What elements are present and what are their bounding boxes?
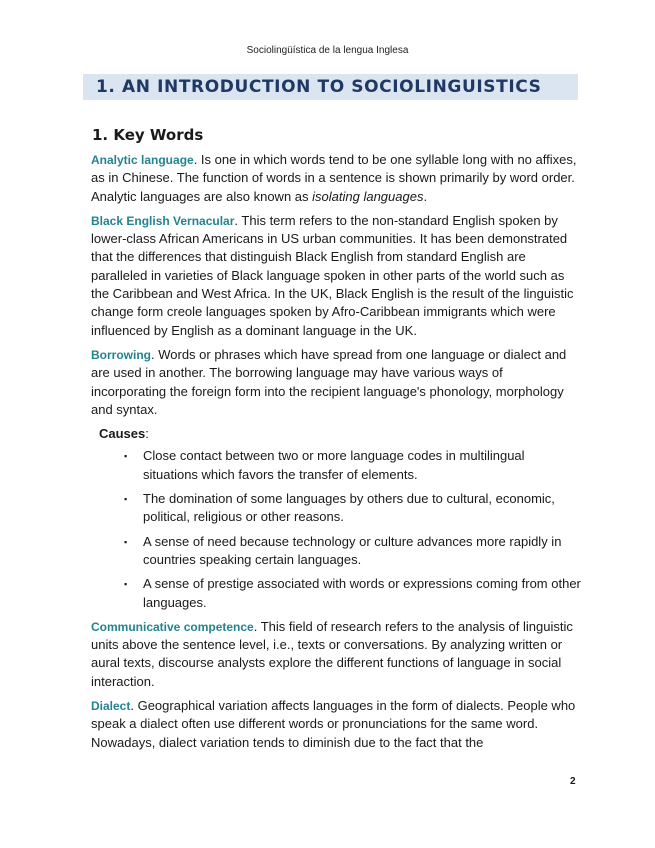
definition-communicative-competence: . This field of research refers to the analysis of linguistic units above the sentence level, i.e., texts or conversations. By analyzing written or aural texts, discourse analysts explore the different functions of language in social interaction.	[91, 618, 573, 689]
section-title: 1. Key Words	[92, 126, 204, 144]
list-item	[124, 490, 581, 527]
entry-communicative-competence	[91, 618, 581, 691]
page-number: 2	[570, 776, 576, 787]
term-communicative-competence: Communicative competence	[91, 619, 254, 634]
bullet-icon: ▪	[124, 579, 128, 590]
definition-dialect: . Geographical variation affects languages in the form of dialects. People who speak a dialect often use different words or pronunciations for the same word. Nowadays, dialect variation tends to diminish due to the fact that the	[91, 698, 576, 750]
causes-colon: :	[145, 426, 149, 442]
cause-text: A sense of need because technology or culture advances more rapidly in countries speaking certain languages.	[143, 533, 562, 567]
list-item	[124, 575, 581, 612]
bullet-icon: ▪	[124, 536, 128, 547]
bullet-icon: ▪	[124, 494, 128, 505]
italic-isolating-languages: isolating languages	[312, 188, 424, 204]
entry-borrowing	[91, 346, 581, 419]
definition-black-english: . This term refers to the non-standard English spoken by lower-class African Americans in US urban communities. It has been demonstrated that the differences that distinguish Black English from standard English are paralleled in varieties of Black language spoken in other parts of the world such as the Caribbean and West Africa. In the UK, Black English is the result of the linguistic change form creole languages spoken by Afro-Caribbean immigrants which were influenced by English as a dominant language in the UK.	[91, 212, 574, 338]
term-dialect: Dialect	[91, 699, 131, 714]
cause-text: The domination of some languages by others due to cultural, economic, political, religious or other reasons.	[143, 491, 555, 525]
running-header: Sociolingüística de la lengua Inglesa	[246, 45, 409, 56]
bullet-icon: ▪	[124, 451, 128, 462]
cause-text: Close contact between two or more language codes in multilingual situations which favors the transfer of elements.	[143, 448, 525, 482]
causes-label: Causes	[99, 426, 146, 442]
glossary-content	[91, 151, 581, 758]
term-black-english: Black English Vernacular	[91, 213, 235, 228]
list-item	[124, 533, 581, 570]
definition-borrowing: . Words or phrases which have spread from one language or dialect and are used in another. The borrowing language may have various ways of incorporating the foreign form into the recipient language's phonology, morphology and syntax.	[91, 346, 567, 417]
list-item	[124, 447, 581, 484]
chapter-title: 1. AN INTRODUCTION TO SOCIOLINGUISTICS	[83, 74, 578, 100]
definition-end: .	[423, 188, 428, 204]
entry-dialect	[91, 697, 581, 752]
causes-list	[91, 447, 581, 611]
term-analytic-language: Analytic language	[91, 153, 194, 167]
entry-black-english	[91, 212, 581, 340]
cause-text: A sense of prestige associated with words or expressions coming from other languages.	[143, 576, 581, 610]
definition-analytic-language: . Is one in which words tend to be one syllable long with no affixes, as in Chinese. The function of words in a sentence is shown primarily by word order. Analytic languages are also known as	[91, 152, 577, 204]
entry-analytic-language	[91, 151, 581, 206]
causes-heading	[99, 425, 581, 443]
term-borrowing: Borrowing	[91, 347, 151, 362]
